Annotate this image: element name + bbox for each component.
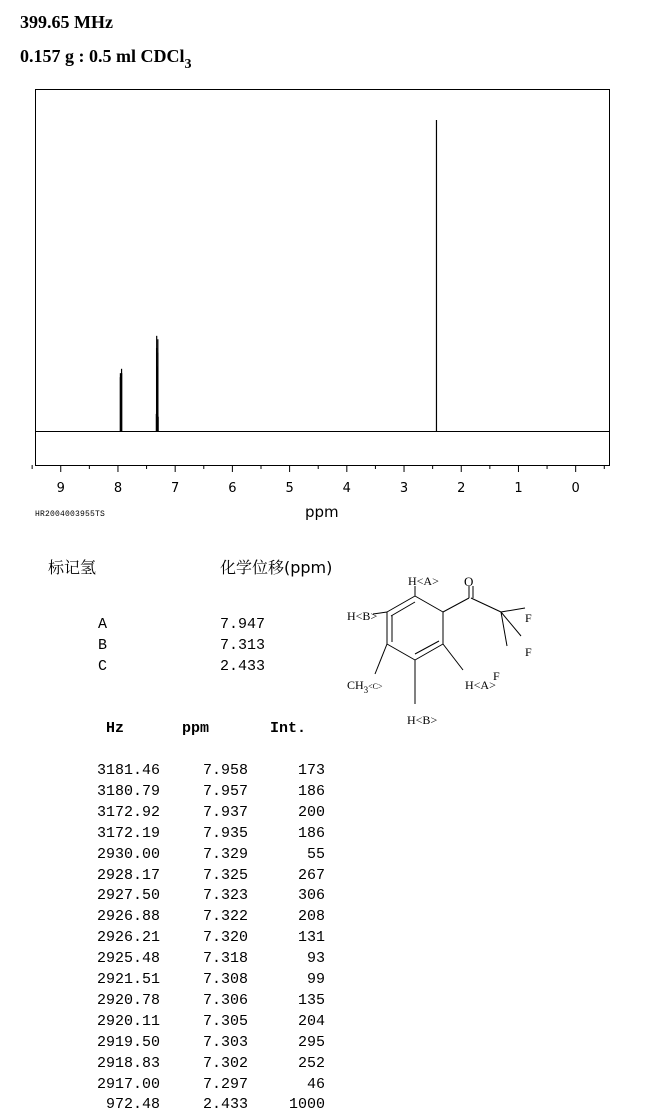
peak-cell-hz: 2928.17 bbox=[96, 866, 160, 884]
peak-cell-hz: 2927.50 bbox=[96, 887, 160, 905]
molecule-bonds bbox=[373, 586, 525, 704]
peak-cell-int: 55 bbox=[306, 845, 325, 863]
peak-cell-int: 173 bbox=[297, 762, 325, 779]
peak-cell-ppm: 7.958 bbox=[202, 762, 248, 779]
peak-cell-int: 252 bbox=[297, 1054, 325, 1072]
peak-cell-hz: 2919.50 bbox=[96, 1033, 160, 1051]
peak-cell-int: 1000 bbox=[288, 1096, 325, 1114]
sample-subscript: 3 bbox=[184, 57, 192, 72]
peak-cell-hz: 2920.78 bbox=[96, 991, 160, 1009]
peak-cell-int: 204 bbox=[297, 1012, 325, 1030]
ch3-text: CH bbox=[347, 678, 364, 692]
peak-table-row bbox=[0, 929, 652, 950]
assign-shift-c: 2.433 bbox=[220, 658, 266, 675]
x-tick-label: 7 bbox=[171, 481, 180, 496]
x-tick-label: 0 bbox=[571, 481, 580, 496]
fluorine-3-label: F bbox=[493, 669, 500, 683]
peak-cell-ppm: 7.329 bbox=[202, 845, 248, 863]
nmr-spectrum-chart bbox=[0, 0, 652, 505]
x-tick-label: 2 bbox=[457, 481, 466, 496]
peak-cell-int: 135 bbox=[297, 991, 325, 1009]
peak-cell-hz: 3180.79 bbox=[96, 782, 160, 800]
x-tick-label: 3 bbox=[399, 481, 409, 496]
assign-shift-b: 7.313 bbox=[220, 637, 266, 654]
peak-cell-ppm: 7.937 bbox=[202, 803, 248, 821]
peak-cell-hz: 2921.51 bbox=[96, 971, 160, 988]
peak-cell-int: 131 bbox=[297, 929, 325, 947]
sample-text: 0.157 g : 0.5 ml CDCl bbox=[20, 46, 185, 66]
peak-table-row bbox=[0, 1055, 652, 1076]
peak-cell-hz: 2926.21 bbox=[96, 929, 160, 947]
peak-table-header-int: Int. bbox=[270, 720, 307, 737]
fluorine-1-label: F bbox=[525, 611, 532, 625]
peak-table-row bbox=[0, 908, 652, 929]
peak-table-row bbox=[0, 971, 652, 992]
h-b-bottom-label: H<B> bbox=[407, 713, 438, 727]
h-a-right-label: H<A> bbox=[465, 678, 496, 692]
peak-cell-ppm: 2.433 bbox=[202, 1096, 248, 1114]
peak-cell-int: 267 bbox=[297, 866, 325, 884]
peak-cell-ppm: 7.303 bbox=[202, 1033, 248, 1051]
peak-cell-int: 186 bbox=[297, 824, 325, 842]
peak-cell-ppm: 7.302 bbox=[202, 1054, 248, 1072]
peak-cell-ppm: 7.322 bbox=[202, 908, 248, 926]
peak-cell-ppm: 7.957 bbox=[202, 782, 248, 800]
x-axis-ticks bbox=[32, 465, 604, 496]
assign-shift-header: 化学位移(ppm) bbox=[220, 558, 333, 577]
peak-table-row bbox=[0, 804, 652, 825]
peak-cell-int: 186 bbox=[297, 782, 325, 800]
fluorine-2-label: F bbox=[525, 645, 532, 659]
ch3-subscript: 3 bbox=[363, 685, 369, 695]
peak-table-row bbox=[0, 783, 652, 804]
x-tick-label: 4 bbox=[342, 481, 351, 496]
peak-cell-hz: 972.48 bbox=[105, 1096, 160, 1114]
peak-cell-ppm: 7.318 bbox=[202, 950, 248, 968]
x-tick-label: 5 bbox=[285, 481, 294, 496]
peak-table-row bbox=[0, 1096, 652, 1117]
h-b-left-label: H<B> bbox=[347, 609, 378, 623]
peak-cell-ppm: 7.305 bbox=[202, 1012, 248, 1030]
peak-cell-int: 200 bbox=[297, 803, 325, 821]
peak-cell-int: 306 bbox=[297, 887, 325, 905]
oxygen-label: O bbox=[464, 574, 474, 589]
peak-table-row bbox=[0, 846, 652, 867]
peak-table-row bbox=[0, 950, 652, 971]
x-tick-label: 1 bbox=[514, 481, 523, 496]
assign-label-a: A bbox=[98, 616, 108, 633]
peak-table-row bbox=[0, 887, 652, 908]
peak-table-row bbox=[0, 992, 652, 1013]
peak-cell-ppm: 7.306 bbox=[202, 991, 248, 1009]
peak-table-row bbox=[0, 867, 652, 888]
h-a-top-label: H<A> bbox=[408, 574, 439, 588]
peak-cell-int: 208 bbox=[297, 908, 325, 926]
peak-cell-ppm: 7.935 bbox=[202, 824, 248, 842]
peak-cell-hz: 3172.19 bbox=[96, 824, 160, 842]
peak-table-row bbox=[0, 1076, 652, 1097]
peak-cell-hz: 3181.46 bbox=[96, 762, 160, 779]
peak-cell-hz: 2930.00 bbox=[96, 845, 160, 863]
peak-cell-hz: 2925.48 bbox=[96, 950, 160, 968]
x-tick-label: 6 bbox=[228, 481, 237, 496]
peak-lines bbox=[120, 120, 436, 431]
peak-cell-int: 46 bbox=[306, 1075, 325, 1093]
peak-cell-int: 295 bbox=[297, 1033, 325, 1051]
peak-cell-hz: 3172.92 bbox=[96, 803, 160, 821]
assign-label-header: 标记氢 bbox=[48, 558, 97, 577]
peak-cell-ppm: 7.320 bbox=[202, 929, 248, 947]
peak-table-header-ppm: ppm bbox=[182, 720, 210, 737]
peak-cell-int: 99 bbox=[306, 971, 325, 988]
assign-label-c: C bbox=[98, 658, 108, 675]
peak-cell-hz: 2926.88 bbox=[96, 908, 160, 926]
peak-table-row bbox=[0, 762, 652, 783]
peak-cell-hz: 2920.11 bbox=[96, 1012, 160, 1030]
ch3-label bbox=[347, 678, 383, 695]
peak-table-row bbox=[0, 1013, 652, 1034]
assign-shift-a: 7.947 bbox=[220, 616, 266, 633]
peak-cell-hz: 2918.83 bbox=[96, 1054, 160, 1072]
peak-cell-ppm: 7.323 bbox=[202, 887, 248, 905]
spectrum-id: HR2004003955TS bbox=[35, 510, 106, 519]
peak-cell-hz: 2917.00 bbox=[96, 1075, 160, 1093]
peak-cell-int: 93 bbox=[306, 950, 325, 968]
peak-cell-ppm: 7.325 bbox=[202, 866, 248, 884]
assign-label-b: B bbox=[98, 637, 108, 654]
peak-cell-ppm: 7.297 bbox=[202, 1075, 248, 1093]
x-tick-label: 9 bbox=[56, 481, 65, 496]
x-axis-label: ppm bbox=[305, 503, 339, 521]
x-tick-label: 8 bbox=[113, 481, 123, 496]
ch3-tag: <C> bbox=[368, 682, 383, 691]
peak-cell-ppm: 7.308 bbox=[202, 971, 248, 988]
molecule-structure bbox=[335, 570, 555, 730]
peak-table-row bbox=[0, 825, 652, 846]
peak-table-header-hz: Hz bbox=[106, 720, 125, 737]
spectrometer-frequency: 399.65 MHz bbox=[20, 12, 113, 32]
peak-table-row bbox=[0, 1034, 652, 1055]
